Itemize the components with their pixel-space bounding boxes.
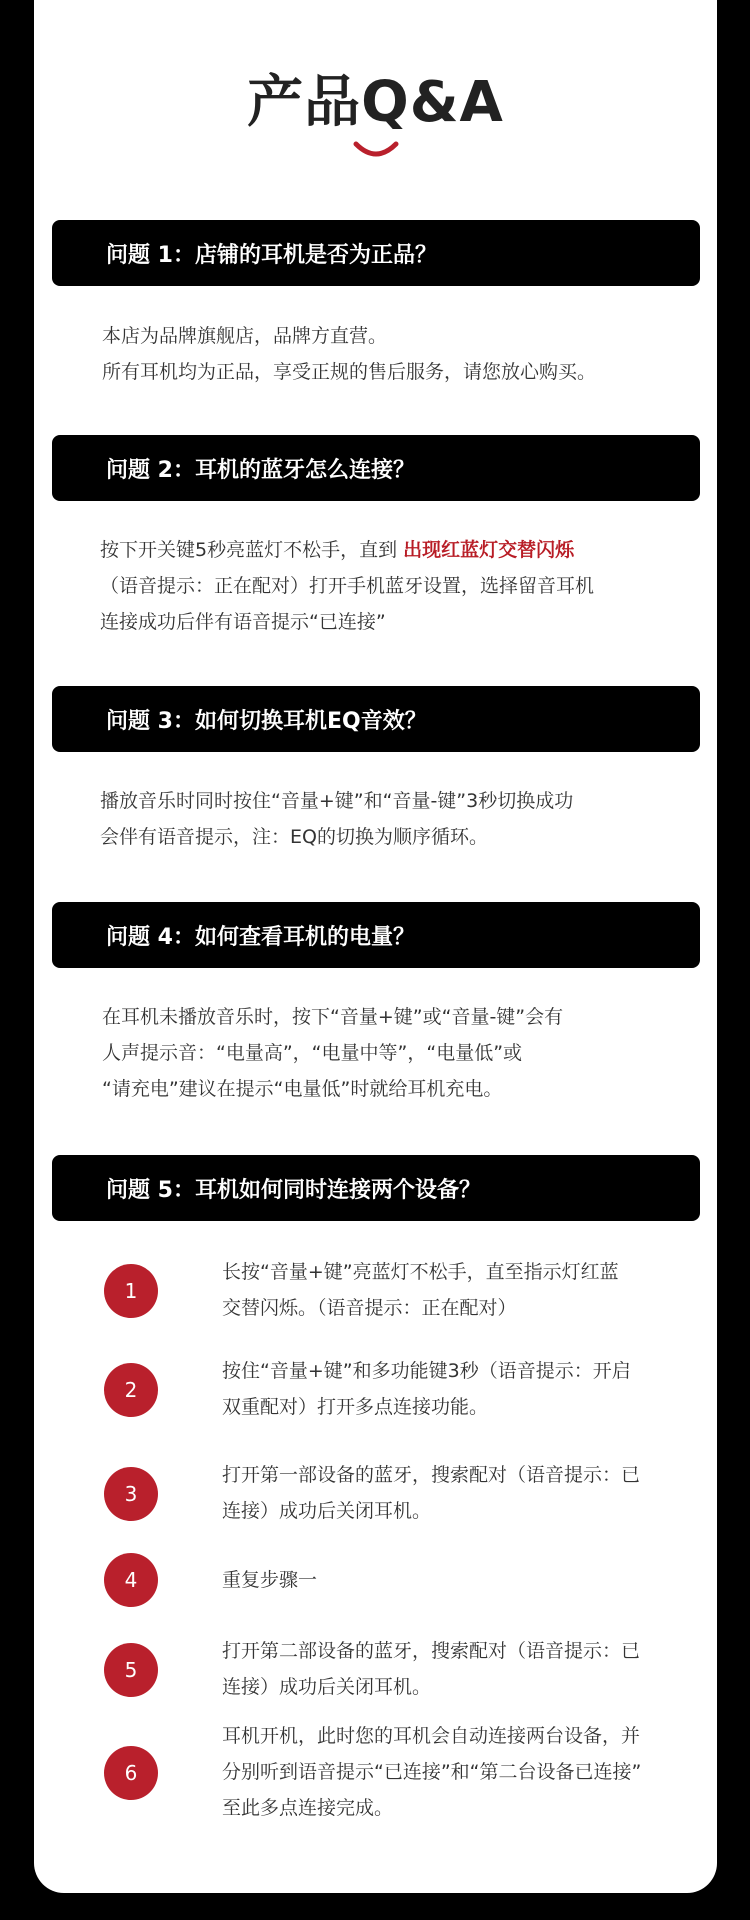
question-4-bar <box>52 902 700 968</box>
answer-4-line-3: “请充电”建议在提示“电量低”时就给耳机充电。 <box>102 1078 503 1100</box>
answer-2-highlight: 出现红蓝灯交替闪烁 <box>403 539 575 561</box>
step-6-text <box>222 1718 722 1826</box>
step-2-line-1: 按住“音量+键”和多功能键3秒（语音提示：开启 <box>222 1360 631 1382</box>
step-1-number: 1 <box>104 1264 158 1318</box>
step-5-number: 5 <box>104 1643 158 1697</box>
answer-3-line-1: 播放音乐时同时按住“音量+键”和“音量-键”3秒切换成功 <box>100 790 574 812</box>
step-2-number: 2 <box>104 1363 158 1417</box>
step-5-line-2: 连接）成功后关闭耳机。 <box>222 1676 432 1698</box>
step-4-line-1: 重复步骤一 <box>222 1569 318 1591</box>
step-1-text <box>222 1254 722 1326</box>
question-3-bar <box>52 686 700 752</box>
question-1-text: 问题 1：店铺的耳机是否为正品？ <box>106 242 437 268</box>
question-2-text: 问题 2：耳机的蓝牙怎么连接？ <box>106 457 415 483</box>
step-4-number: 4 <box>104 1553 158 1607</box>
answer-2-line-1 <box>100 532 680 568</box>
answer-3 <box>100 783 680 855</box>
page-title: 产品Q&A <box>247 70 504 135</box>
answer-2-line-2: （语音提示：正在配对）打开手机蓝牙设置，选择留音耳机 <box>100 575 595 597</box>
qa-card <box>34 0 717 1893</box>
question-3-text: 问题 3：如何切换耳机EQ音效？ <box>106 708 427 734</box>
question-4-text: 问题 4：如何查看耳机的电量？ <box>106 924 415 950</box>
answer-2-line-3: 连接成功后伴有语音提示“已连接” <box>100 611 386 633</box>
question-5-bar <box>52 1155 700 1221</box>
question-2-bar <box>52 435 700 501</box>
step-6-line-1: 耳机开机，此时您的耳机会自动连接两台设备，并 <box>222 1725 641 1747</box>
step-6-number: 6 <box>104 1746 158 1800</box>
step-5-text <box>222 1633 722 1705</box>
answer-1-line-1: 本店为品牌旗舰店，品牌方直营。 <box>102 325 388 347</box>
step-4-text <box>222 1562 722 1598</box>
answer-1 <box>102 318 682 390</box>
answer-4-line-2: 人声提示音：“电量高”，“电量中等”，“电量低”或 <box>102 1042 523 1064</box>
step-2-line-2: 双重配对）打开多点连接功能。 <box>222 1396 489 1418</box>
step-5-line-1: 打开第二部设备的蓝牙，搜索配对（语音提示：已 <box>222 1640 641 1662</box>
answer-4-line-1: 在耳机未播放音乐时，按下“音量+键”或“音量-键”会有 <box>102 1006 564 1028</box>
question-1-bar <box>52 220 700 286</box>
answer-2 <box>100 532 680 640</box>
step-6-line-2: 分别听到语音提示“已连接”和“第二台设备已连接” <box>222 1761 642 1783</box>
answer-2-line-1-text: 按下开关键5秒亮蓝灯不松手，直到 <box>100 539 398 561</box>
answer-3-line-2: 会伴有语音提示，注：EQ的切换为顺序循环。 <box>100 826 488 848</box>
step-2-text <box>222 1353 722 1425</box>
step-1-line-2: 交替闪烁。（语音提示：正在配对） <box>222 1297 517 1319</box>
answer-4 <box>102 999 682 1107</box>
question-5-text: 问题 5：耳机如何同时连接两个设备？ <box>106 1177 481 1203</box>
step-3-line-2: 连接）成功后关闭耳机。 <box>222 1500 432 1522</box>
answer-1-line-2: 所有耳机均为正品，享受正规的售后服务，请您放心购买。 <box>102 361 597 383</box>
step-3-number: 3 <box>104 1467 158 1521</box>
step-3-text <box>222 1457 722 1529</box>
smile-icon <box>352 140 400 160</box>
step-3-line-1: 打开第一部设备的蓝牙，搜索配对（语音提示：已 <box>222 1464 641 1486</box>
step-6-line-3: 至此多点连接完成。 <box>222 1797 394 1819</box>
step-1-line-1: 长按“音量+键”亮蓝灯不松手，直至指示灯红蓝 <box>222 1261 619 1283</box>
